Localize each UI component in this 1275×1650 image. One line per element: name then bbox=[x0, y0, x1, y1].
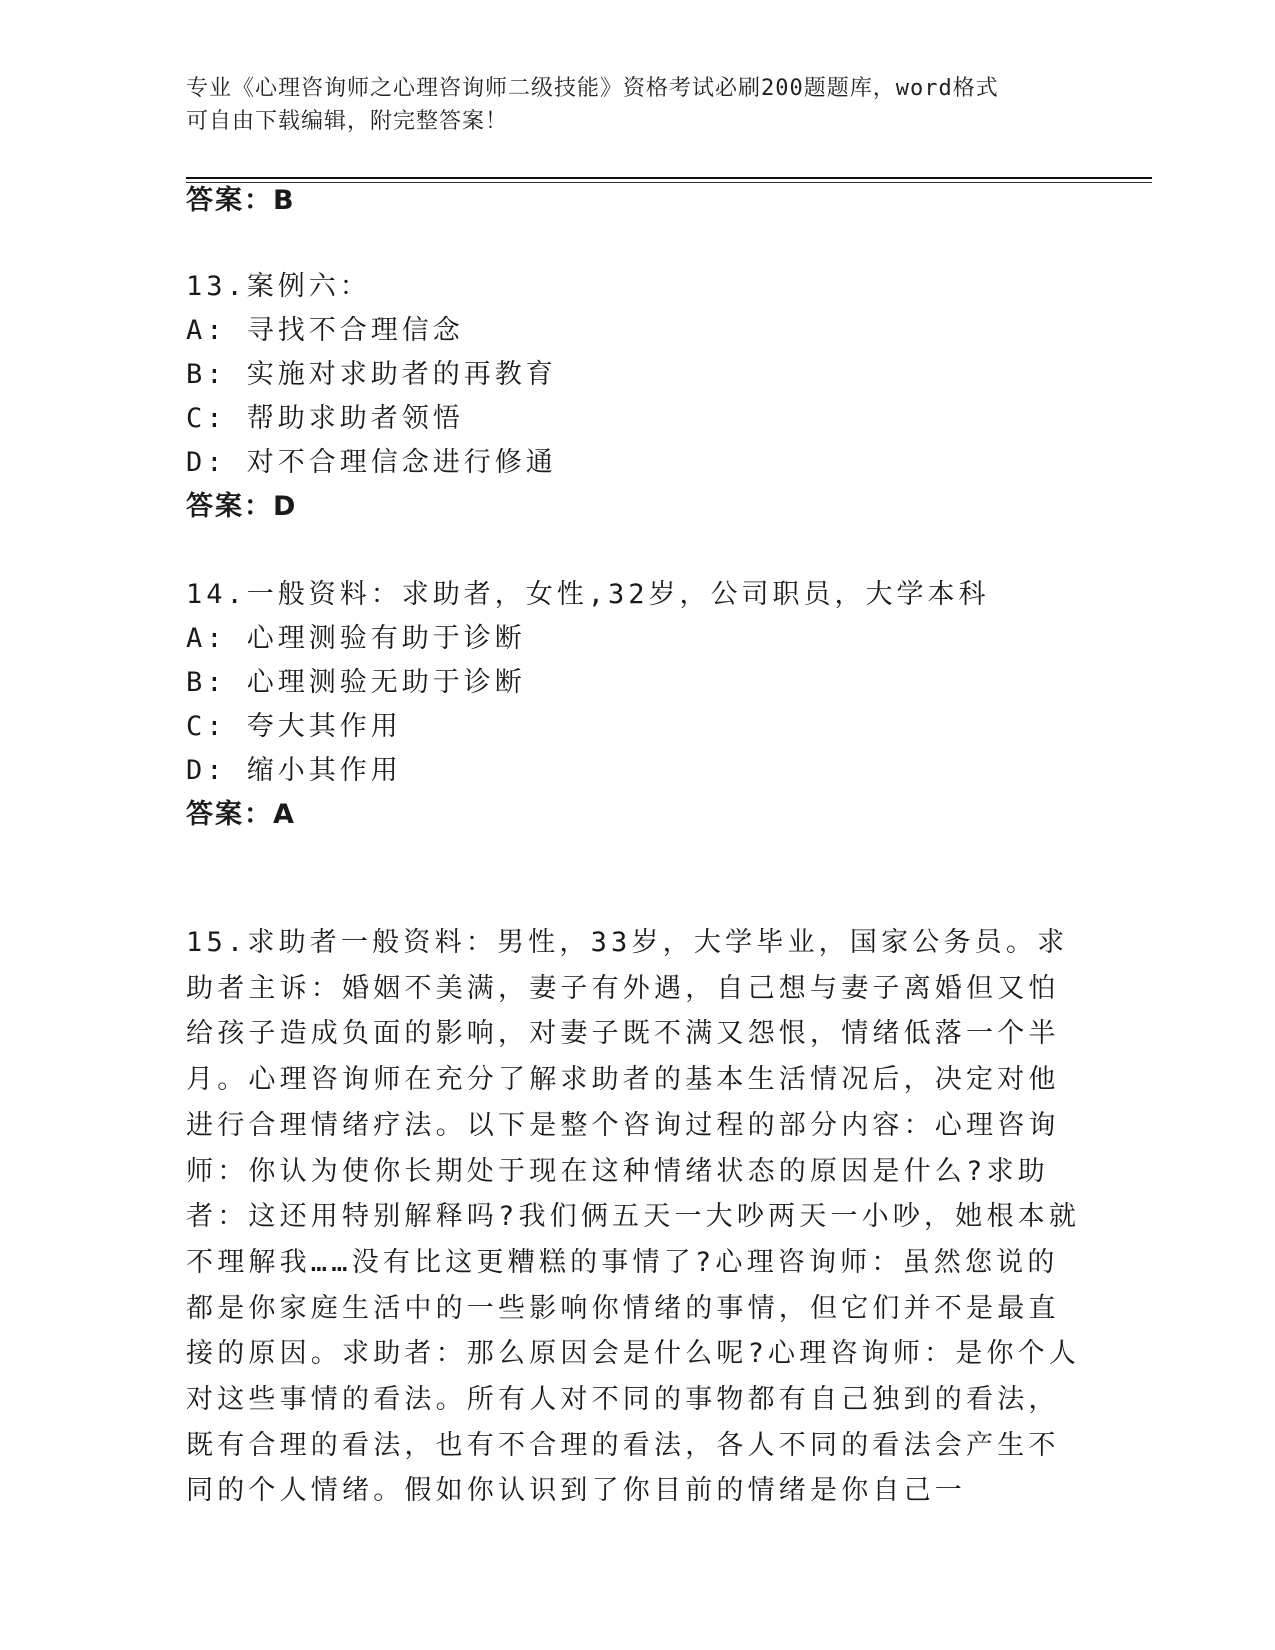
question-14-option-a: A: 心理测验有助于诊断 bbox=[186, 623, 526, 654]
question-13-stem: 13.案例六： bbox=[186, 271, 371, 302]
question-14-option-b: B: 心理测验无助于诊断 bbox=[186, 667, 526, 698]
header-line-1: 专业《心理咨询师之心理咨询师二级技能》资格考试必刷200题题库，word格式 bbox=[186, 76, 999, 101]
header-divider-thin bbox=[186, 182, 1152, 183]
question-13-option-c: C: 帮助求助者领悟 bbox=[186, 403, 464, 434]
question-13-answer: 答案：D bbox=[186, 491, 298, 522]
question-14-stem: 14.一般资料：求助者，女性,32岁，公司职员，大学本科 bbox=[186, 579, 990, 610]
header-line-2: 可自由下载编辑，附完整答案！ bbox=[186, 109, 509, 134]
question-14-option-d: D: 缩小其作用 bbox=[186, 755, 402, 786]
question-13-option-b: B: 实施对求助者的再教育 bbox=[186, 359, 557, 390]
question-13-option-d: D: 对不合理信念进行修通 bbox=[186, 447, 557, 478]
question-14-answer: 答案：A bbox=[186, 799, 296, 830]
answer-previous: 答案：B bbox=[186, 185, 296, 216]
header-divider-thick bbox=[186, 177, 1152, 179]
question-14-option-c: C: 夸大其作用 bbox=[186, 711, 402, 742]
question-13-option-a: A: 寻找不合理信念 bbox=[186, 315, 464, 346]
document-header bbox=[186, 72, 1066, 138]
question-15-text: 15.求助者一般资料：男性，33岁，大学毕业，国家公务员。求助者主诉：婚姻不美满，妻子有外遇，自己想与妻子离婚但又怕给孩子造成负面的影响，对妻子既不满又怨恨，情绪低落一个半月。心理咨询师在充分了解求助者的基本生活情况后，决定对他进行合理情绪疗法。以下是整个咨询过程的部分内容：心理咨询师：你认为使你长期处于现在这种情绪状态的原因是什么?求助者：这还用特别解释吗?我们俩五天一大吵两天一小吵，她根本就不理解我……没有比这更糟糕的事情了?心理咨询师：虽然您说的都是你家庭生活中的一些影响你情绪的事情，但它们并不是最直接的原因。求助者：那么原因会是什么呢?心理咨询师：是你个人对这些事情的看法。所有人对不同的事物都有自己独到的看法，既有合理的看法，也有不合理的看法，各人不同的看法会产生不同的个人情绪。假如你认识到了你目前的情绪是你自己一 bbox=[186, 927, 1081, 1507]
